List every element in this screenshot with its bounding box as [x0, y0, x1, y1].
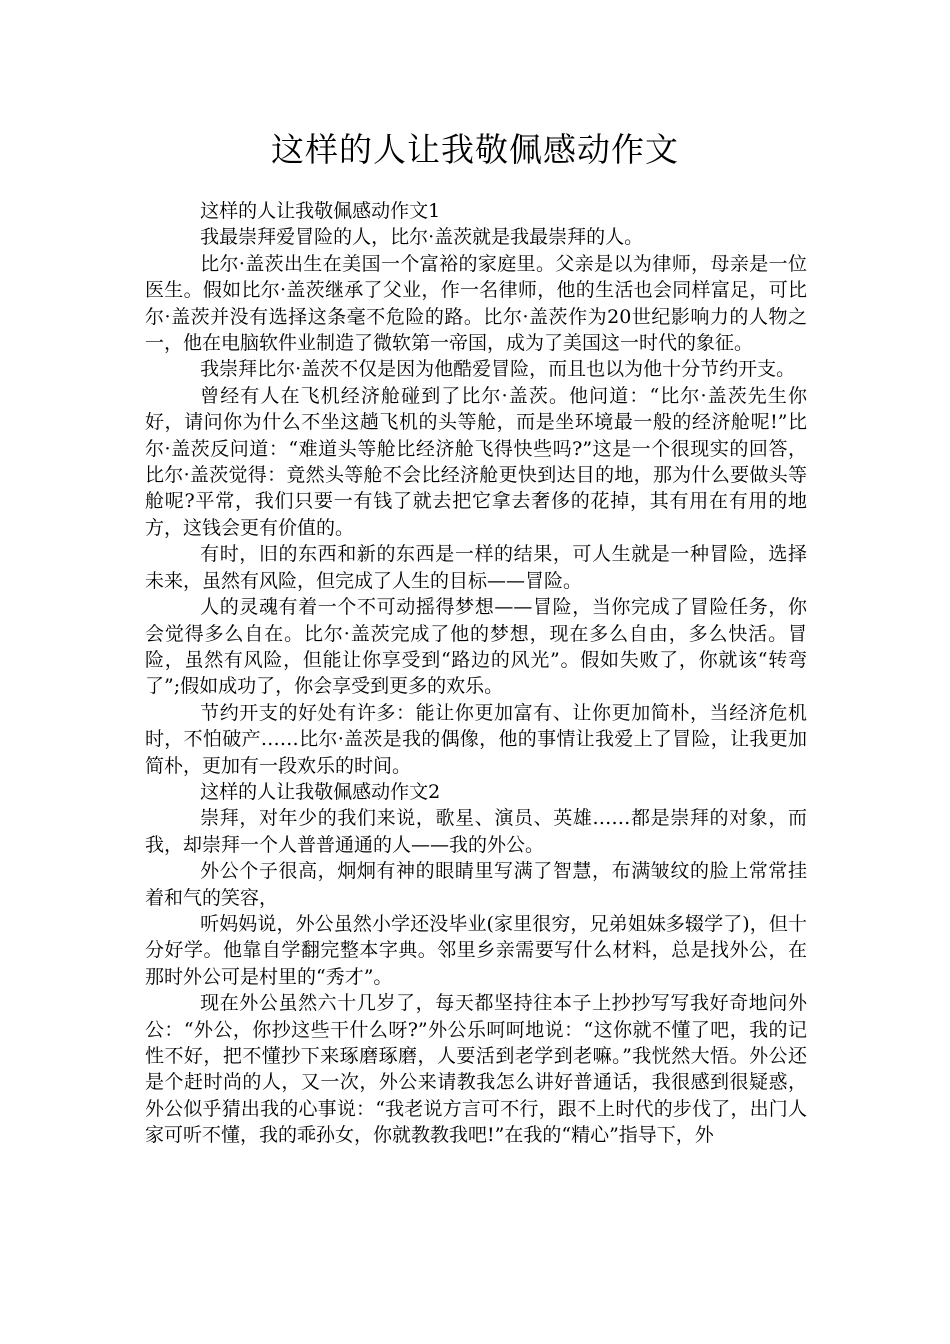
paragraph: 比尔·盖茨出生在美国一个富裕的家庭里。父亲是以为律师，母亲是一位医生。假如比尔·盖茨继承了父业，作一名律师，他的生活也会同样富足，可比尔·盖茨并没有选择这条毫不危险的路。比尔·盖茨作为20世纪影响力的人物之一，他在电脑软件业制造了微软第一帝国，成为了美国这一时代的象征。 — [145, 252, 807, 355]
section-heading-1: 这样的人让我敬佩感动作文1 — [200, 200, 441, 222]
paragraph: 我最崇拜爱冒险的人，比尔·盖茨就是我最崇拜的人。 — [200, 226, 644, 249]
document-body — [145, 198, 807, 1149]
paragraph: 我崇拜比尔·盖茨不仅是因为他酷爱冒险，而且也以为他十分节约开支。 — [200, 358, 796, 381]
paragraph: 崇拜，对年少的我们来说，歌星、演员、英雄……都是崇拜的对象，而我，却崇拜一个人普普通通的人——我的外公。 — [145, 807, 807, 856]
paragraph: 现在外公虽然六十几岁了，每天都坚持往本子上抄抄写写我好奇地问外公：“外公，你抄这些干什么呀?”外公乐呵呵地说：“这你就不懂了吧，我的记性不好，把不懂抄下来琢磨琢磨，人要活到老学到老嘛。”我恍然大悟。外公还是个赶时尚的人，又一次，外公来请教我怎么讲好普通话，我很感到很疑惑，外公似乎猜出我的心事说：“我老说方言可不行，跟不上时代的步伐了，出门人家可听不懂，我的乖孙女，你就教教我吧!”在我的“精心”指导下，外 — [145, 992, 807, 1147]
paragraph: 外公个子很高，炯炯有神的眼睛里写满了智慧，布满皱纹的脸上常常挂着和气的笑容， — [145, 860, 807, 909]
paragraph: 听妈妈说，外公虽然小学还没毕业(家里很穷，兄弟姐妹多辍学了)，但十分好学。他靠自学翻完整本字典。邻里乡亲需要写什么材料，总是找外公，在那时外公可是村里的“秀才”。 — [145, 912, 807, 988]
paragraph: 人的灵魂有着一个不可动摇得梦想——冒险，当你完成了冒险任务，你会觉得多么自在。比尔·盖茨完成了他的梦想，现在多么自由，多么快活。冒险，虽然有风险，但能让你享受到“路边的风光”。假如失败了，你就该“转弯了”;假如成功了，你会享受到更多的欢乐。 — [145, 596, 807, 698]
paragraph: 有时，旧的东西和新的东西是一样的结果，可人生就是一种冒险，选择未来，虽然有风险，但完成了人生的目标——冒险。 — [145, 543, 807, 592]
section-heading-2: 这样的人让我敬佩感动作文2 — [200, 780, 441, 803]
document-title: 这样的人让我敬佩感动作文 — [271, 130, 679, 169]
paragraph: 节约开支的好处有许多：能让你更加富有、让你更加简朴，当经济危机时，不怕破产……比尔·盖茨是我的偶像，他的事情让我爱上了冒险，让我更加简朴，更加有一段欢乐的时间。 — [145, 701, 807, 777]
paragraph: 曾经有人在飞机经济舱碰到了比尔·盖茨。他问道：“比尔·盖茨先生你好，请问你为什么不坐这趟飞机的头等舱，而是坐环境最一般的经济舱呢!”比尔·盖茨反问道：“难道头等舱比经济舱飞得快些吗?”这是一个很现实的回答，比尔·盖茨觉得：竟然头等舱不会比经济舱更快到达目的地，那为什么要做头等舱呢?平常，我们只要一有钱了就去把它拿去奢侈的花掉，其有用在有用的地方，这钱会更有价值的。 — [145, 384, 807, 539]
